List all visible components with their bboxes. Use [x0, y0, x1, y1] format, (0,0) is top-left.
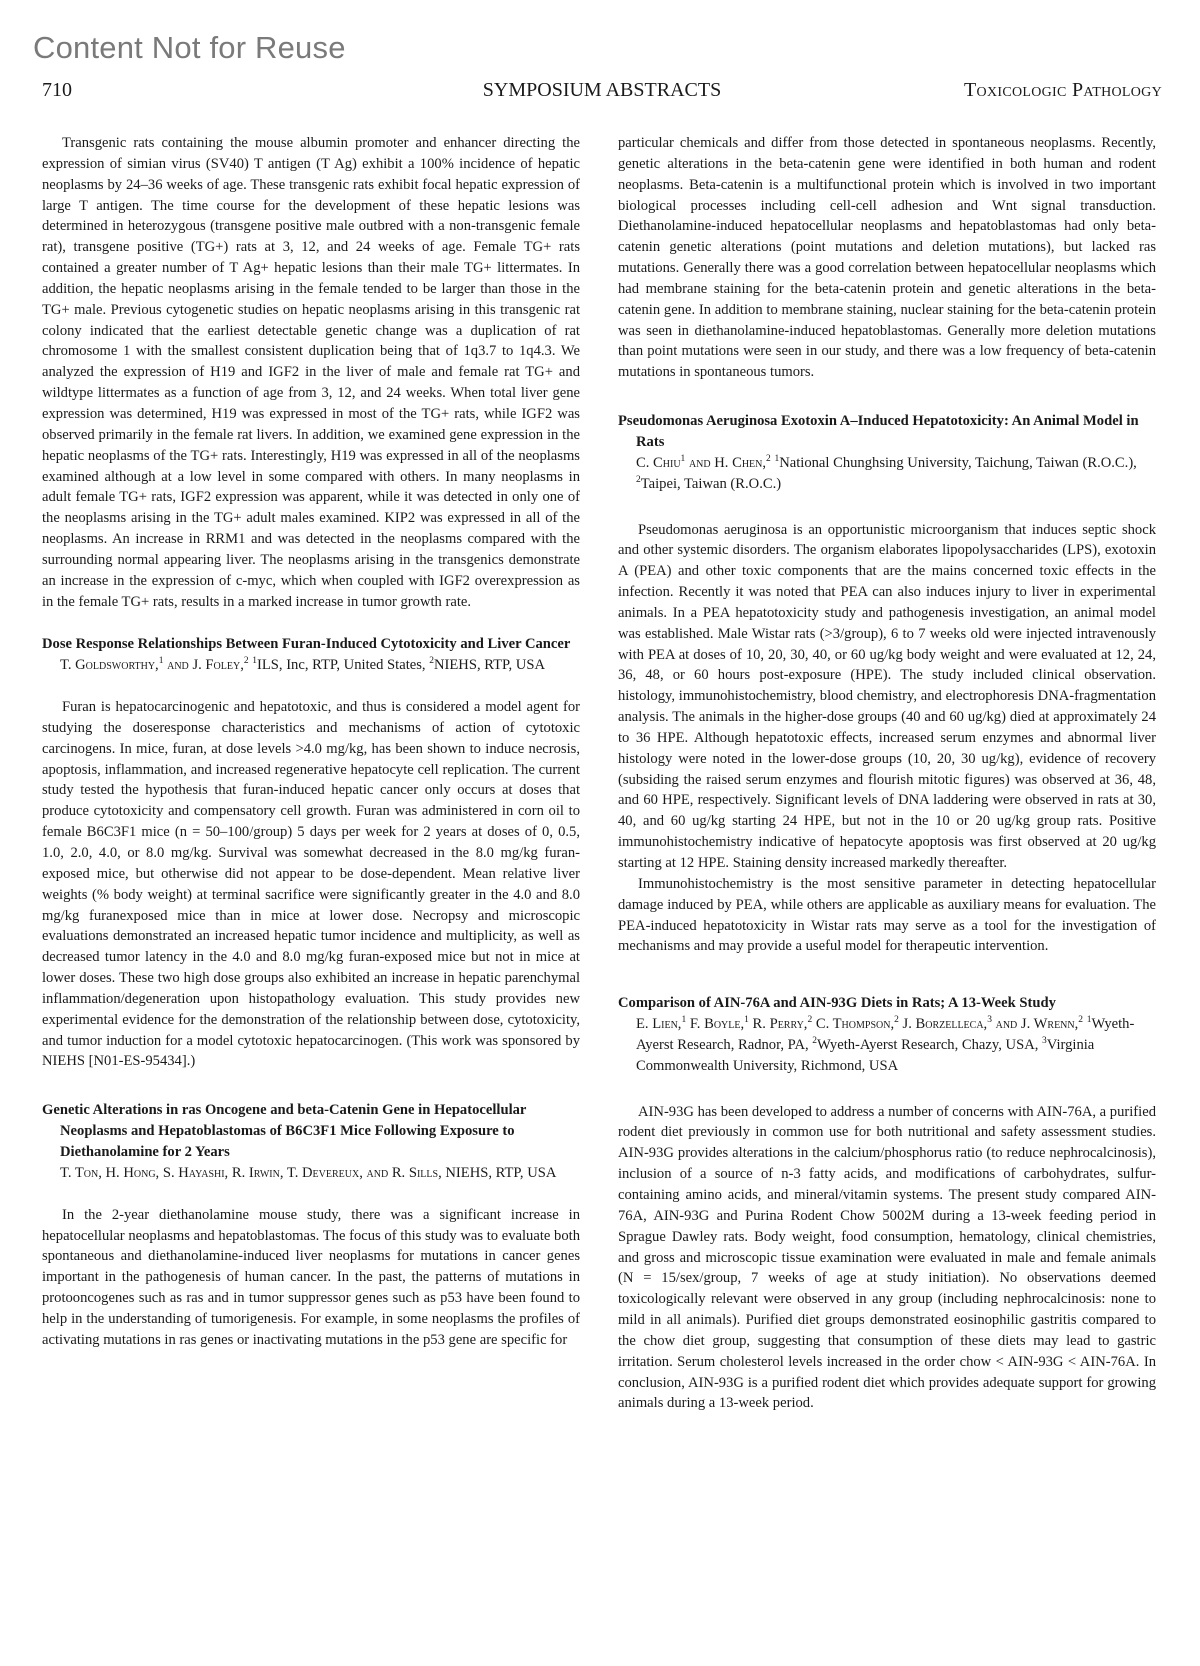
abstract-title: Dose Response Relationships Between Furan-Induced Cytotoxicity and Liver Cancer: [42, 636, 571, 653]
abstract-paragraph: AIN-93G has been developed to address a number of concerns with AIN-76A, a purified rodent diet previously in common use for both nutritional and safety assessment studies. AIN-93G provides alterations in the calcium/phosphorus ratio (to reduce nephrocalcinosis), inclusion of a source of n-3 fatty acids, and modifications of carbohydrates, sulfur-containing amino acids, and mineral/vitamin systems. The present study compared AIN-76A, AIN-93G and Purina Rodent Chow 5002M during a 13-week feeding period in Sprague Dawley rats. Body weight, food consumption, hematology, clinical chemistries, and gross and microscopic tissue examination were evaluated in male and female animals (N = 15/sex/group, 7 weeks of age at study initiation). No observations deemed toxicologically relevant were observed in any group (including nephrocalcinosis: none to mild in all animals). Purified diet groups demonstrated eosinophilic gastritis compared to the chow diet group, suggesting that consumption of these diets may lead to gastric irritation. Serum cholesterol levels increased in the order chow < AIN-93G < AIN-76A. In conclusion, AIN-93G is a purified rodent diet which provides adequate support for growing animals during a 13-week period.: [618, 1103, 1156, 1412]
affiliation: NIEHS, RTP, USA: [433, 657, 545, 674]
affiliation: Taipei, Taiwan (R.O.C.): [640, 475, 782, 492]
abstract-paragraph: In the 2-year diethanolamine mouse study, there was a significant increase in hepatocellular neoplasms and hepatoblastomas. The focus of this study was to evaluate both spontaneous and diethanolamine-induced liver neoplasms for mutations in cancer genes important in the pathogenesis of human cancer. In the past, the patterns of mutations in protooncogenes such as ras and in tumor suppressor genes such as p53 have been found to help in the understanding of tumorigenesis. For example, in some neoplasms the profiles of activating mutations in ras genes or inactivating mutations in the p53 gene are specific for: [42, 1206, 580, 1348]
watermark-text: Content Not for Reuse: [33, 30, 346, 65]
author-name: J. Wrenn,: [1020, 1016, 1079, 1033]
author-list: T. Ton, H. Hong, S. Hayashi, R. Irwin, T. Devereux, and R. Sills,: [60, 1164, 442, 1181]
abstract-authors: T. Goldsworthy,$^1$ and J. Foley,$^2$ $^1$ILS, Inc, RTP, United States, $^2$NIEHS, RTP, USA: [60, 656, 545, 674]
abstract-title: Pseudomonas Aeruginosa Exotoxin A–Induced Hepatotoxicity: An Animal Model in Rats: [618, 413, 1139, 450]
author-name: F. Boyle,: [689, 1016, 745, 1033]
affiliation: National Chunghsing University, Taichung, Taiwan (R.O.C.),: [779, 454, 1137, 471]
left-column: [42, 133, 580, 1351]
affiliation: NIEHS, RTP, USA: [445, 1164, 557, 1181]
journal-name: Toxicologic Pathology: [964, 79, 1162, 101]
author-name: J. Borzelleca,: [902, 1016, 988, 1033]
running-header: [42, 75, 1162, 105]
author-name: T. Goldsworthy,: [60, 657, 159, 674]
abstract-paragraph: particular chemicals and differ from those detected in spontaneous neoplasms. Recently, genetic alterations in the beta-catenin gene were identified in both human and rodent neoplasms. Beta-catenin is a multifunctional protein which is involved in two important biological processes including cell-cell adhesion and Wnt signal transduction. Diethanolamine-induced hepatocellular neoplasms and hepatoblastomas had only beta-catenin genetic alterations (point mutations and deletion mutations), but lacked ras mutations. Generally there was a good correlation between hepatocellular neoplasms which had membrane staining for the beta-catenin protein and genetic alterations in the beta-catenin gene. In addition to membrane staining, nuclear staining for the beta-catenin protein was seen in diethanolamine-induced hepatoblastomas. Generally more deletion mutations than point mutations were seen in our study, and there was a low frequency of beta-catenin mutations in spontaneous tumors.: [618, 135, 1156, 381]
section-title: SYMPOSIUM ABSTRACTS: [482, 79, 722, 101]
affiliation: Virginia Commonwealth University, Richmond, USA: [636, 1036, 1095, 1074]
right-column: [618, 133, 1156, 1414]
abstract-authors: [60, 1163, 580, 1184]
affiliation: Wyeth-Ayerst Research, Chazy, USA,: [817, 1036, 1043, 1053]
abstract-paragraph: Pseudomonas aeruginosa is an opportunistic microorganism that induces septic shock and other systemic disorders. The organism elaborates lipopolysaccharides (LPS), exotoxin A (PEA) and other toxic components that are the mains concerned toxic effects in the infection. Recently it was noted that PEA can also induces injury to liver in experimental animals. In a PEA hepatotoxicity study and pathogenesis investigation, an animal model was established. Male Wistar rats (>3/group), 6 to 7 weeks old were injected intravenously with PEA at doses of 10, 20, 30, 40, or 60 ug/kg body weight and were evaluated at 12, 24, 36, 48, or 60 hours post-exposure (HPE). The study included clinical observation. histology, immunohistochemistry, blood chemistry, and electrophoresis DNA-fragmentation analysis. The animals in the higher-dose groups (40 and 60 ug/kg) died at approximately 24 to 36 HPE. Although hepatotoxic effects, increased serum enzymes and abnormal liver histology were noted in the lower-dose groups (10, 20, 30 ug/kg), evidence of recovery (subsiding the raised serum enzymes and flourish mitotic figures) was observed at 36, 48, and 60 HPE, respectively. Significant levels of DNA laddering were observed in rats at 30, 40, and 60 ug/kg starting 24 HPE, but not in the 10 or 20 ug/kg group rats. Positive immunohistochemistry indicative of hepatocyte apoptosis was first observed at 20 ug/kg starting at 12 HPE. Staining density increased markedly thereafter.: [618, 521, 1156, 871]
abstract-title: Comparison of AIN-76A and AIN-93G Diets in Rats; A 13-Week Study: [618, 995, 1056, 1012]
author-name: C. Chiu: [636, 454, 681, 471]
abstract-paragraph: Transgenic rats containing the mouse albumin promoter and enhancer directing the expression of simian virus (SV40) T antigen (T Ag) exhibit a 100% incidence of hepatic neoplasms by 24–36 weeks of age. These transgenic rats exhibit focal hepatic expression of large T antigen. The time course for the development of these hepatic lesions was determined in heterozygous (transgene positive male outbred with a non-transgenic female rat), transgene positive (TG+) rats at 3, 12, and 24 weeks of age. Female TG+ rats contained a greater number of T Ag+ hepatic lesions than their male TG+ littermates. In addition, the hepatic neoplasms arising in the female tended to be larger than those in the TG+ male. Previous cytogenetic studies on hepatic neoplasms arising in this transgenic rat colony indicated that the earliest detectable genetic change was a duplication of rat chromosome 1 with the smallest consistent duplication being that of 1q3.7 to 1q4.3. We analyzed the expression of H19 and IGF2 in the liver of male and female rat TG+ and wildtype littermates as a function of age from 3, 12, and 24 weeks. When total liver gene expression was determined, H19 was expressed in most of the TG+ rats, while IGF2 was observed primarily in the female rat livers. In addition, we examined gene expression in the hepatic neoplasms of the TG+ rats. Interestingly, H19 was expressed in all of the neoplasms examined although at a low level in some compared with others. In many neoplasms in adult female TG+ rats, IGF2 expression was apparent, while it was detected in only one of the neoplasms arising in the TG+ adult males examined. KIP2 was expressed in all of the neoplasms. An increase in RRM1 and was detected in the neoplasms compared with the surrounding normal appearing liver. The neoplasms arising in the transgenics demonstrate an increase in the expression of c-myc, which when coupled with IGF2 overexpression as in the female TG+ rats, results in a marked increase in tumor growth rate.: [42, 135, 580, 610]
affiliation: Wyeth-Ayerst Research, Radnor, PA,: [636, 1016, 1135, 1053]
abstract-authors: E. Lien,$^1$ F. Boyle,$^1$ R. Perry,$^2$ C. Thompson,$^2$ J. Borzelleca,$^3$ and J. Wrenn,$^2$ $^1$Wyeth-Ayerst Research, Radnor, PA, $^2$Wyeth-Ayerst Research, Chazy, USA, $^3$Virginia Commonwealth University, Richmond, USA: [636, 1015, 1135, 1074]
author-name: C. Thompson,: [815, 1016, 895, 1033]
abstract-authors: C. Chiu$^1$ and H. Chen,$^2$ $^1$National Chunghsing University, Taichung, Taiwan (R.O.C.), $^2$Taipei, Taiwan (R.O.C.): [636, 453, 1137, 492]
abstract-paragraph: Immunohistochemistry is the most sensitive parameter in detecting hepatocellular damage induced by PEA, while others are applicable as auxiliary means for evaluation. The PEA-induced hepatotoxicity in Wistar rats may serve as a tool for the investigation of mechanisms and may provide a useful model for therapeutic intervention.: [618, 875, 1156, 955]
author-name: R. Perry,: [752, 1016, 808, 1033]
author-name: H. Chen,: [714, 454, 767, 471]
abstract-title: Genetic Alterations in ras Oncogene and beta-Catenin Gene in Hepatocellular Neoplasms and Hepatoblastomas of B6C3F1 Mice Following Exposure to Diethanolamine for 2 Years: [42, 1102, 527, 1160]
author-name: J. Foley,: [192, 657, 244, 674]
page-number: 710: [42, 79, 72, 101]
author-name: E. Lien,: [636, 1016, 682, 1033]
abstract-paragraph: Furan is hepatocarcinogenic and hepatotoxic, and thus is considered a model agent for studying the doseresponse characteristics and mechanisms of action of cytotoxic carcinogens. In mice, furan, at dose levels >4.0 mg/kg, has been shown to induce necrosis, apoptosis, inflammation, and increased regenerative hepatocyte cell replication. The current study tested the hypothesis that furan-induced hepatic cancer only occurs at doses that produce cytotoxicity and compensatory cell growth. Furan was administered in corn oil to female B6C3F1 mice (n = 50–100/group) 5 days per week for 2 years at doses of 0, 0.5, 1.0, 2.0, 4.0, or 8.0 mg/kg. Survival was somewhat decreased in the 8.0 mg/kg furan-exposed mice, but otherwise did not appear to be dose-dependent. Mean relative liver weights (% body weight) at terminal sacrifice were significantly greater in the 4.0 and 8.0 mg/kg furanexposed mice than in mice at lower dose. Necropsy and microscopic evaluations demonstrated an increased hepatic tumor incidence and multiplicity, as well as decreased tumor latency in the 4.0 and 8.0 mg/kg furan-exposed mice but not in mice at lower doses. These two high dose groups also exhibited an increase in hepatic parenchymal inflammation/degeneration upon histopathology evaluation. This study provides new experimental evidence for the demonstration of the relationship between dose, cytotoxicity, and tumor induction for a model cytotoxic hepatocarcinogen. (This work was sponsored by NIEHS [N01-ES-95434].): [42, 699, 580, 1070]
affiliation: ILS, Inc, RTP, United States,: [257, 657, 430, 674]
